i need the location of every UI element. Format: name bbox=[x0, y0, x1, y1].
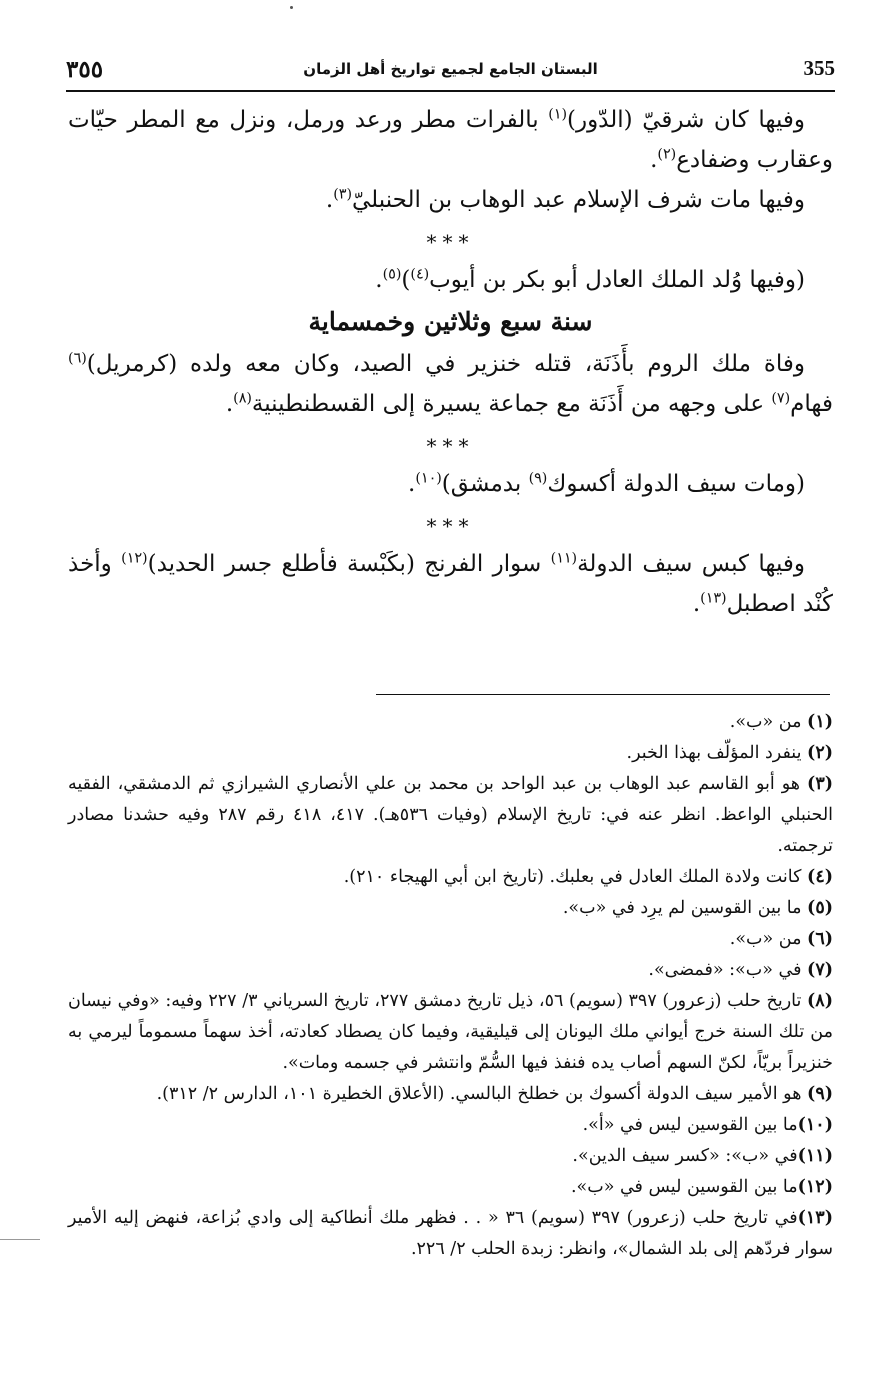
footnote-ref: (٩) bbox=[528, 470, 548, 487]
footnote: (١٣)في تاريخ حلب (زعرور) ٣٩٧ (سويم) ٣٦ « . . فظهر ملك أنطاكية إلى وادي بُزاعة، فنهض إليه الأمير سوار فردّهم إلى بلد الشمال»، وانظر: زبدة الحلب ٢/ ٢٢٦. bbox=[68, 1208, 833, 1259]
footnote: (٧) في «ب»: «فمضى». bbox=[648, 960, 833, 980]
footnote: (٢) ينفرد المؤلّف بهذا الخبر. bbox=[626, 743, 833, 763]
footnote-ref: (١) bbox=[548, 106, 567, 123]
header-rule bbox=[66, 90, 835, 92]
page-number-arabic: ٣٥٥ bbox=[66, 56, 104, 83]
footnote-ref: (٤) bbox=[410, 266, 430, 283]
footnote-ref: (١٢) bbox=[121, 550, 148, 567]
running-title: البستان الجامع لجميع تواريخ أهل الزمان bbox=[303, 60, 598, 78]
section-heading: سنة سبع وثلاثين وخمسماية bbox=[308, 307, 593, 336]
footnote: (٤) كانت ولادة الملك العادل في بعلبك. (تاريخ ابن أبي الهيجاء ٢١٠). bbox=[343, 867, 833, 887]
footnote-ref: (٨) bbox=[233, 390, 252, 407]
ink-speck bbox=[290, 6, 293, 9]
page-number-latin: 355 bbox=[803, 56, 835, 80]
footnote-ref: (٦) bbox=[68, 350, 87, 367]
main-text bbox=[68, 100, 833, 624]
footnotes bbox=[68, 707, 833, 1265]
footnote-ref: (١١) bbox=[550, 550, 578, 567]
footnote: (١١)في «ب»: «كسر سيف الدين». bbox=[572, 1146, 833, 1166]
footnote-ref: (١٠) bbox=[415, 470, 442, 487]
paragraph-3: (وفيها وُلد الملك العادل أبو بكر بن أيوب$^{(٤)}$)$^{(٥)}$. bbox=[375, 266, 805, 293]
footnote: (١٠)ما بين القوسين ليس في «أ». bbox=[582, 1115, 833, 1135]
footnote: (٦) من «ب». bbox=[729, 929, 833, 949]
footnote: (٥) ما بين القوسين لم يرِد في «ب». bbox=[562, 898, 833, 918]
footnote: (١) من «ب». bbox=[729, 712, 833, 732]
footnote: (٣) هو أبو القاسم عبد الوهاب بن عبد الواحد بن محمد بن علي الأنصاري الشيرازي ثم الدمشقي، الفقيه الحنبلي الواعظ. انظر عنه في: تاريخ الإسلام (وفيات ٥٣٦هـ). ٤١٧، ٤١٨ رقم ٢٨٧ وفيه حشدنا مصادر ترجمته. bbox=[68, 774, 834, 856]
paragraph-4: وفاة ملك الروم بأَذَنَة، قتله خنزير في الصيد، وكان معه ولده (كرمريل)$^{(٦)}$ فهام$^{(٧)}$ على وجهه من أَذَنَة مع جماعة يسيرة إلى القسطنطينية$^{(٨)}$. bbox=[68, 350, 833, 417]
paragraph-2: وفيها مات شرف الإسلام عبد الوهاب بن الحنبليّ$^{(٣)}$. bbox=[325, 186, 805, 213]
paragraph-6: وفيها كبس سيف الدولة$^{(١١)}$ سوار الفرنج (بكَبْسة فأطلع جسر الحديد)$^{(١٢)}$ وأخذ كُنْد اصطبل$^{(١٣)}$. bbox=[68, 550, 833, 617]
footnote: (٩) هو الأمير سيف الدولة أكسوك بن خطلخ البالسي. (الأعلاق الخطيرة ١٠١، الدارس ٢/ ٣١٢). bbox=[156, 1084, 833, 1104]
scan-edge-line bbox=[0, 1239, 40, 1240]
footnote-ref: (٧) bbox=[771, 390, 791, 407]
section-separator: *** bbox=[426, 434, 475, 458]
section-separator: *** bbox=[426, 514, 475, 538]
paragraph-5: (ومات سيف الدولة أكسوك$^{(٩)}$ بدمشق)$^{(١٠)}$. bbox=[408, 470, 805, 497]
footnote: (٨) تاريخ حلب (زعرور) ٣٩٧ (سويم) ٥٦، ذيل تاريخ دمشق ٢٧٧، تاريخ السرياني ٣/ ٢٢٧ وفيه: «وفي نيسان من تلك السنة خرج أيواني ملك اليونان إلى قيليقية، وفيما كان يصطاد كعادته، أخذ سهماً مسموماً ليرمي به خنزيراً بريّاً، لكنّ السهم أصاب يده فنفذ فيها السُّمّ وانتشر في جسمه ومات». bbox=[68, 991, 833, 1073]
footnote-ref: (٣) bbox=[333, 186, 353, 203]
running-header bbox=[66, 50, 835, 86]
footnote: (١٢)ما بين القوسين ليس في «ب». bbox=[570, 1177, 833, 1197]
section-separator: *** bbox=[426, 230, 475, 254]
footnote-ref: (٢) bbox=[657, 146, 677, 163]
paragraph-1: وفيها كان شرقيّ (الدّور)$^{(١)}$ بالفرات مطر ورعد ورمل، ونزل مع المطر حيّات وعقارب وضفادع$^{(٢)}$. bbox=[68, 106, 833, 173]
footnote-ref: (٥) bbox=[382, 266, 402, 283]
footnote-ref: (١٣) bbox=[700, 590, 727, 607]
footnote-rule bbox=[376, 694, 830, 695]
